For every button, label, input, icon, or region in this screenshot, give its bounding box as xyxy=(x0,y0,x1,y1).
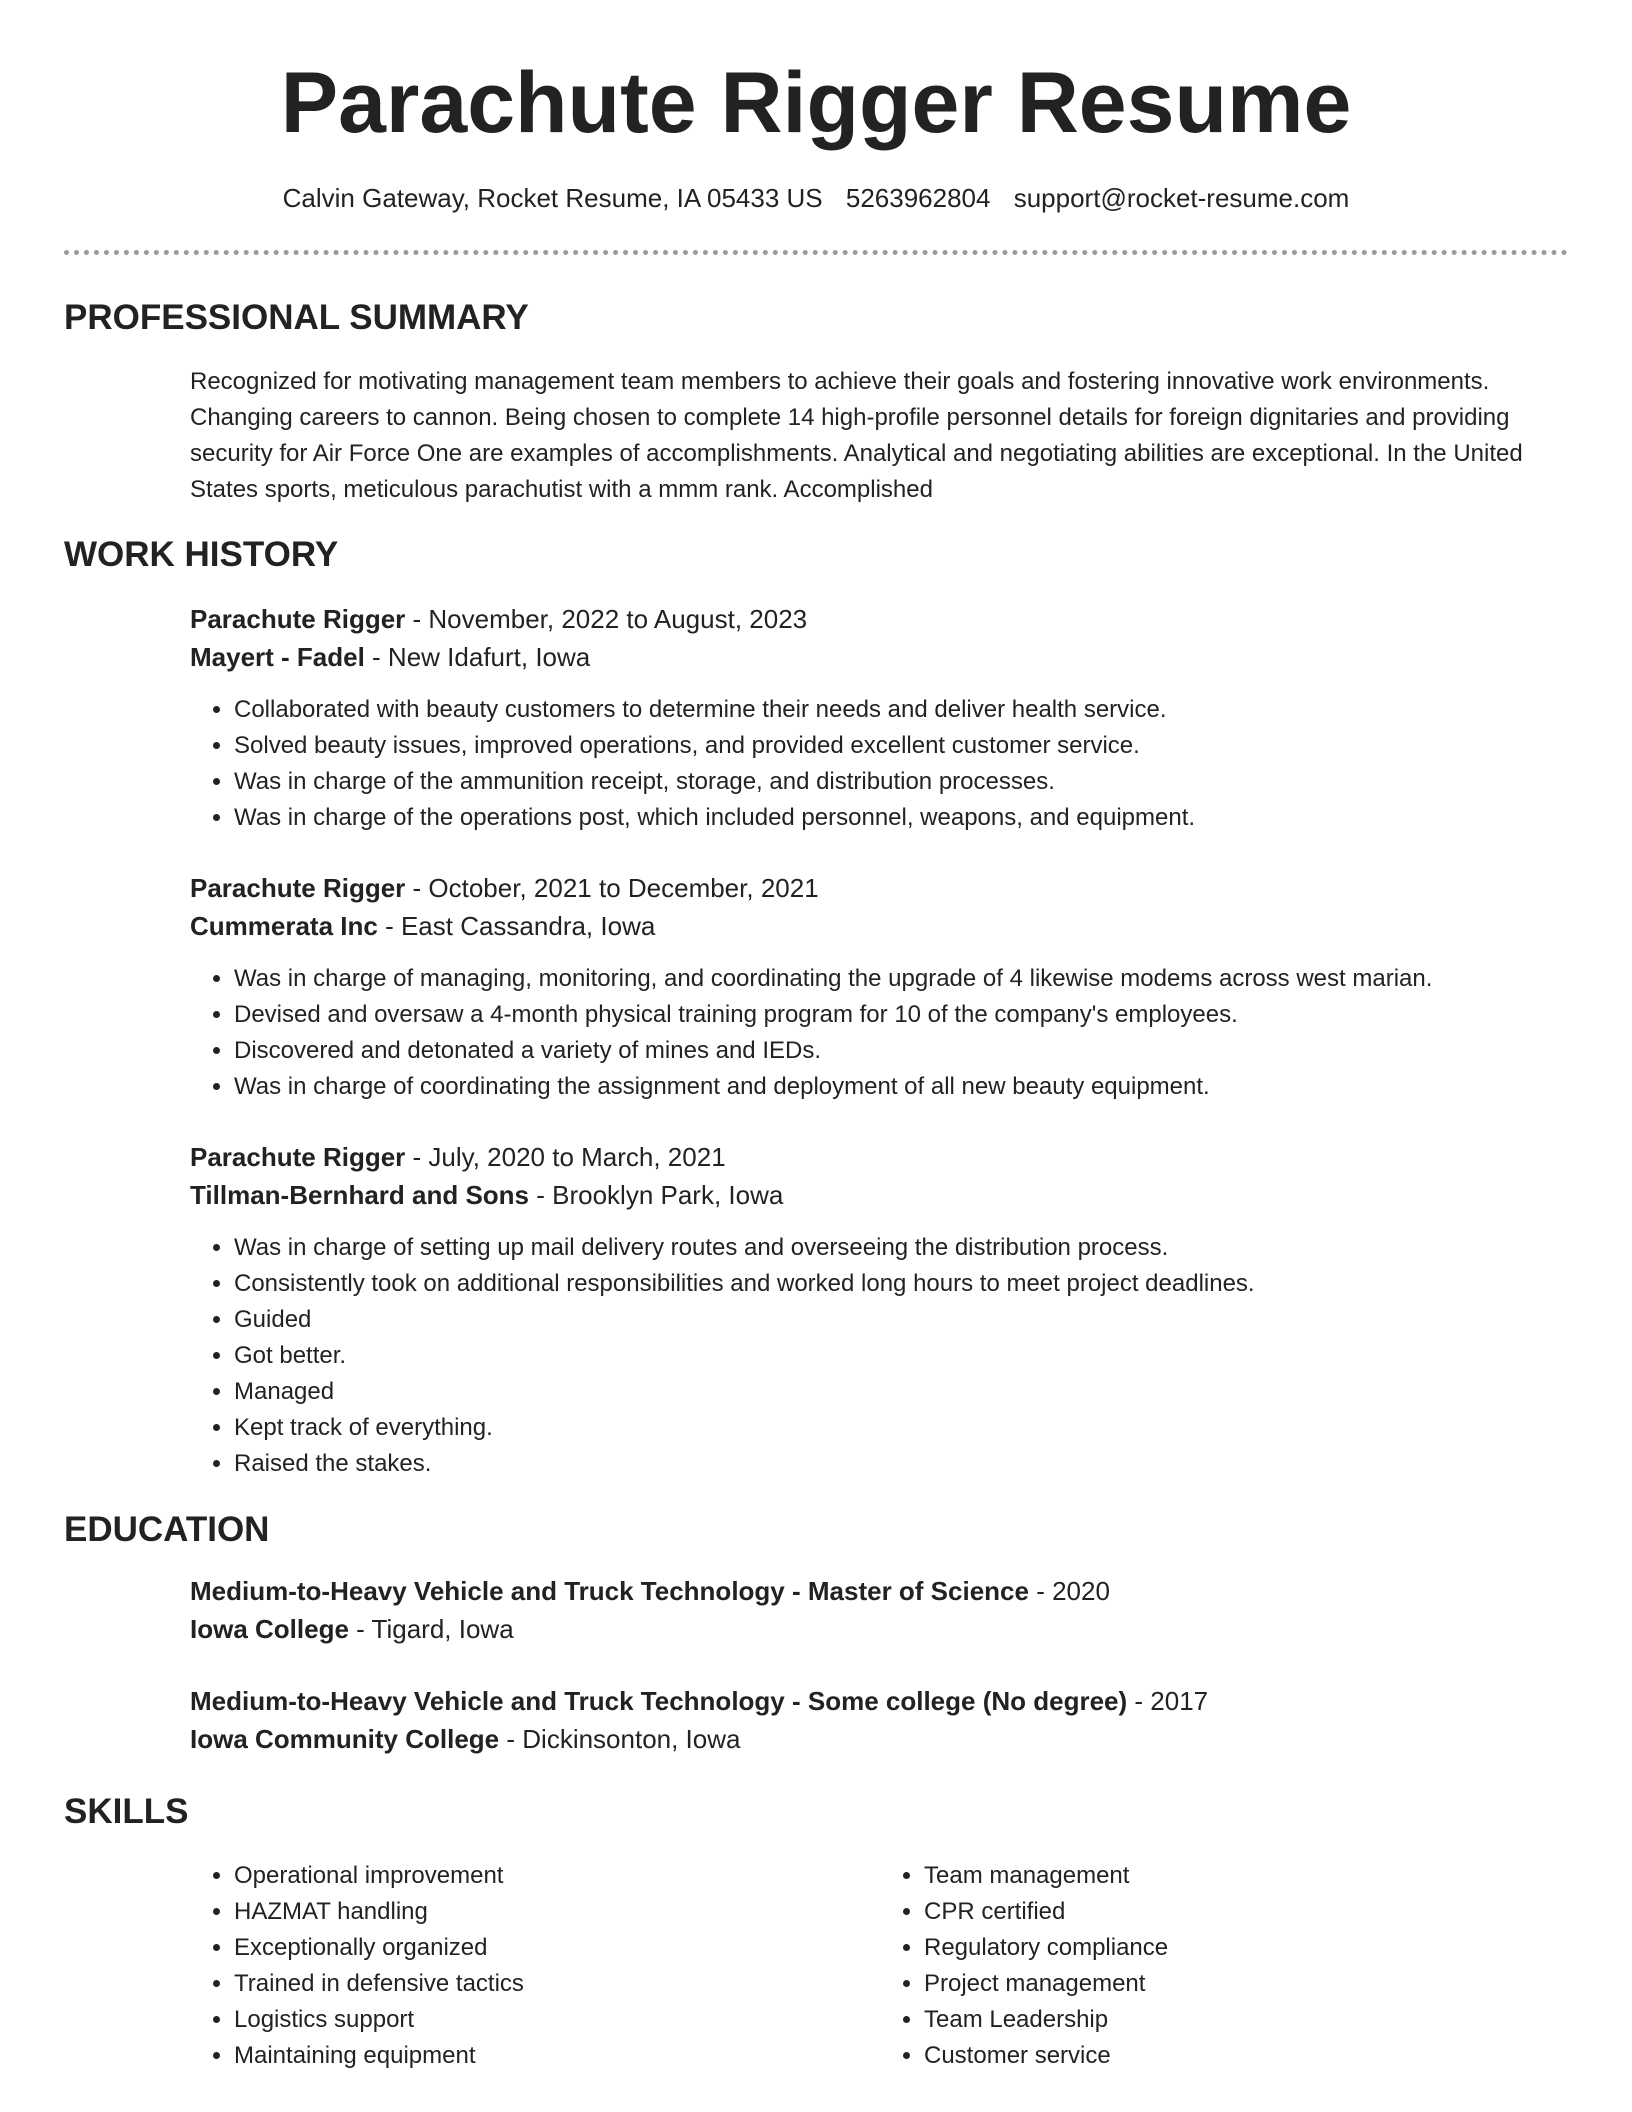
duty-item: • Guided xyxy=(234,1302,1570,1338)
job-title: Parachute Rigger xyxy=(190,873,406,903)
skills-list-right xyxy=(880,1858,1570,2074)
job-company: Mayert - Fadel xyxy=(190,642,365,672)
contact-line xyxy=(0,180,1632,216)
school-location: - Tigard, Iowa xyxy=(348,1614,514,1644)
contact-phone: 5263962804 xyxy=(845,183,991,213)
job-entry xyxy=(190,600,1570,836)
job-company: Tillman-Bernhard and Sons xyxy=(190,1180,530,1210)
school: Iowa College xyxy=(190,1614,349,1644)
duty-item: • Raised the stakes. xyxy=(234,1446,1570,1482)
job-title-line xyxy=(190,600,1570,638)
skills-list-left xyxy=(190,1858,880,2074)
school: Iowa Community College xyxy=(190,1724,500,1754)
duty-item: • Collaborated with beauty customers to determine their needs and deliver health service. xyxy=(234,692,1570,728)
school-line xyxy=(190,1720,1570,1758)
job-dates: - October, 2021 to December, 2021 xyxy=(405,873,819,903)
job-duties xyxy=(190,692,1570,836)
job-location: - Brooklyn Park, Iowa xyxy=(529,1180,784,1210)
skills-section xyxy=(190,1858,1570,2074)
education-heading: EDUCATION xyxy=(64,1510,270,1549)
job-entry xyxy=(190,869,1570,1105)
duty-item: • Was in charge of managing, monitoring, and coordinating the upgrade of 4 likewise modems across west marian. xyxy=(234,961,1570,997)
job-location: - East Cassandra, Iowa xyxy=(377,911,656,941)
skill-item: • Customer service xyxy=(924,2038,1570,2074)
skill-item: • Maintaining equipment xyxy=(234,2038,880,2074)
job-company-line xyxy=(190,1176,1570,1214)
school-location: - Dickinsonton, Iowa xyxy=(499,1724,741,1754)
job-company-line xyxy=(190,638,1570,676)
job-company-line xyxy=(190,907,1570,945)
summary-heading: PROFESSIONAL SUMMARY xyxy=(64,298,529,337)
job-location: - New Idafurt, Iowa xyxy=(364,642,591,672)
summary-section xyxy=(190,364,1570,508)
skill-item: • Exceptionally organized xyxy=(234,1930,880,1966)
job-dates: - November, 2022 to August, 2023 xyxy=(405,604,808,634)
duty-item: • Devised and oversaw a 4-month physical training program for 10 of the company's employees. xyxy=(234,997,1570,1033)
skill-item: • Regulatory compliance xyxy=(924,1930,1570,1966)
contact-email: support@rocket-resume.com xyxy=(1013,183,1350,213)
work-history-heading: WORK HISTORY xyxy=(64,535,339,574)
duty-item: • Consistently took on additional responsibilities and worked long hours to meet project deadlines. xyxy=(234,1266,1570,1302)
job-entry xyxy=(190,1138,1570,1482)
duty-item: • Solved beauty issues, improved operations, and provided excellent customer service. xyxy=(234,728,1570,764)
degree-year: - 2020 xyxy=(1028,1576,1110,1606)
job-title-line xyxy=(190,869,1570,907)
job-duties xyxy=(190,1230,1570,1482)
duty-item: • Was in charge of the ammunition receipt, storage, and distribution processes. xyxy=(234,764,1570,800)
job-duties xyxy=(190,961,1570,1105)
duty-item: • Kept track of everything. xyxy=(234,1410,1570,1446)
degree: Medium-to-Heavy Vehicle and Truck Technology - Some college (No degree) xyxy=(190,1686,1128,1716)
contact-address: Calvin Gateway, Rocket Resume, IA 05433 US xyxy=(282,183,823,213)
summary-text: Recognized for motivating management team members to achieve their goals and fostering innovative work environments. Changing careers to cannon. Being chosen to complete 14 high-profile personnel details for foreign dignitaries and providing security for Air Force One are examples of accomplishments. Analytical and negotiating abilities are exceptional. In the United States sports, meticulous parachutist with a mmm rank. Accomplished xyxy=(190,368,1523,503)
skill-item: • Logistics support xyxy=(234,2002,880,2038)
duty-item: • Got better. xyxy=(234,1338,1570,1374)
school-line xyxy=(190,1610,1570,1648)
header-divider xyxy=(64,250,1568,255)
degree: Medium-to-Heavy Vehicle and Truck Technology - Master of Science xyxy=(190,1576,1029,1606)
job-title: Parachute Rigger xyxy=(190,604,406,634)
duty-item: • Was in charge of setting up mail delivery routes and overseeing the distribution process. xyxy=(234,1230,1570,1266)
duty-item: • Was in charge of the operations post, which included personnel, weapons, and equipment. xyxy=(234,800,1570,836)
job-title: Parachute Rigger xyxy=(190,1142,406,1172)
skill-item: • Team management xyxy=(924,1858,1570,1894)
skill-item: • HAZMAT handling xyxy=(234,1894,880,1930)
skill-item: • Project management xyxy=(924,1966,1570,2002)
skill-item: • Operational improvement xyxy=(234,1858,880,1894)
degree-line xyxy=(190,1572,1570,1610)
skills-heading: SKILLS xyxy=(64,1792,189,1831)
duty-item: • Discovered and detonated a variety of mines and IEDs. xyxy=(234,1033,1570,1069)
degree-year: - 2017 xyxy=(1127,1686,1209,1716)
job-title-line xyxy=(190,1138,1570,1176)
job-company: Cummerata Inc xyxy=(190,911,378,941)
education-entry xyxy=(190,1682,1570,1758)
resume-title: Parachute Rigger Resume xyxy=(280,55,1352,151)
education-entry xyxy=(190,1572,1570,1648)
skill-item: • Trained in defensive tactics xyxy=(234,1966,880,2002)
degree-line xyxy=(190,1682,1570,1720)
skill-item: • CPR certified xyxy=(924,1894,1570,1930)
duty-item: • Managed xyxy=(234,1374,1570,1410)
skill-item: • Team Leadership xyxy=(924,2002,1570,2038)
duty-item: • Was in charge of coordinating the assignment and deployment of all new beauty equipment. xyxy=(234,1069,1570,1105)
job-dates: - July, 2020 to March, 2021 xyxy=(405,1142,726,1172)
